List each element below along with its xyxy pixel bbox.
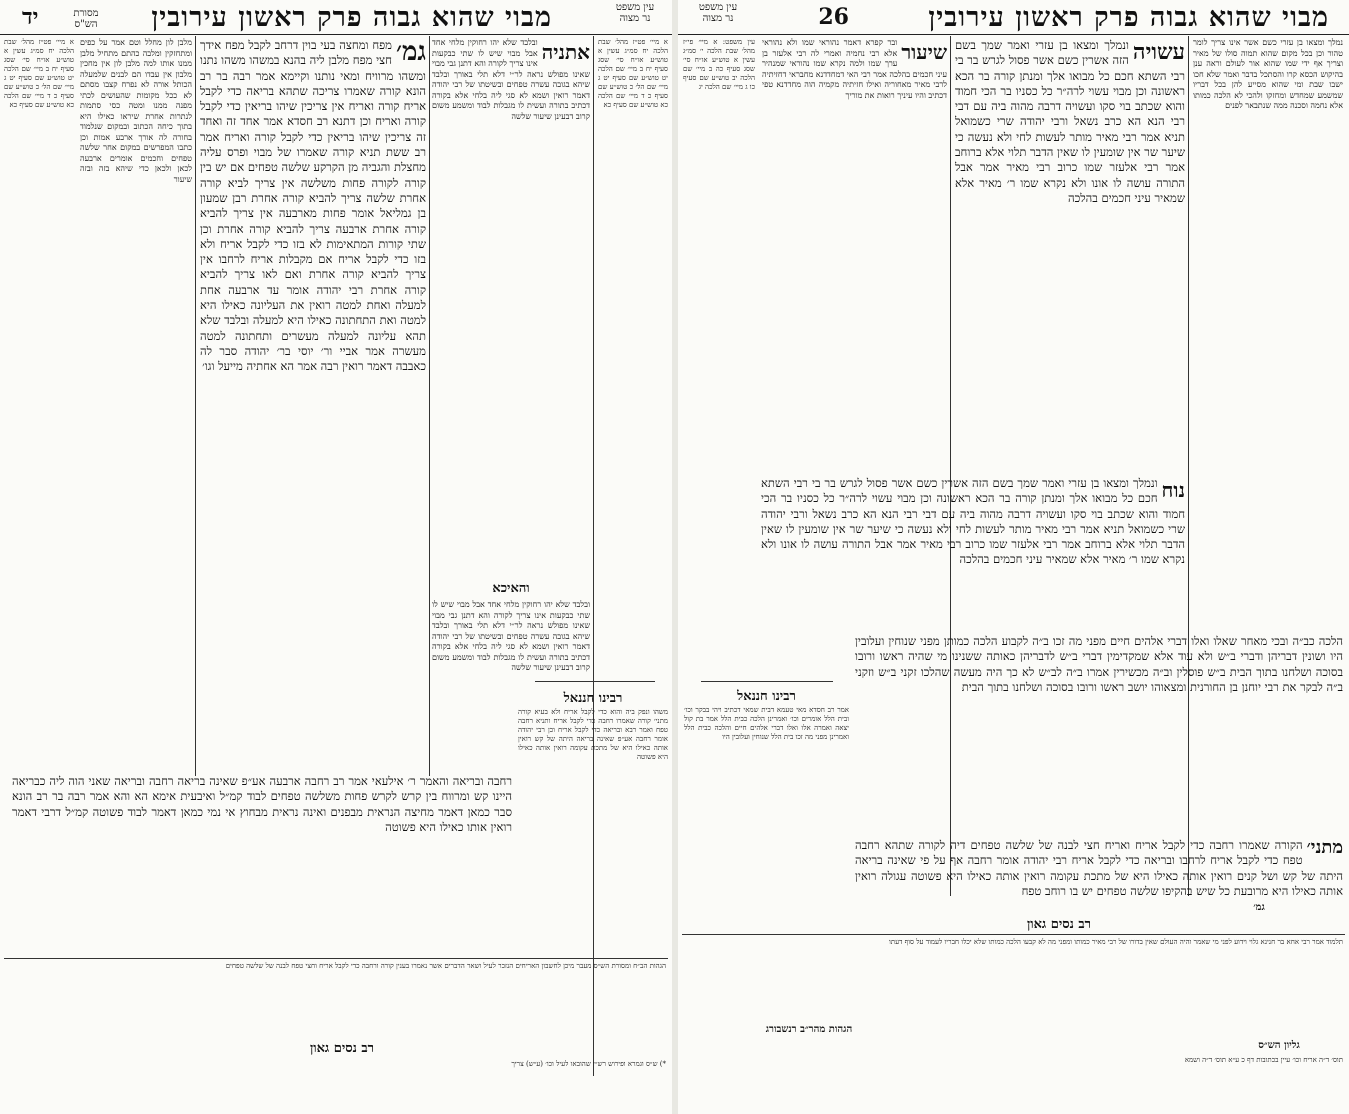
gemara-label: גמ׳ <box>1253 902 1265 913</box>
ornament-divider <box>520 676 670 688</box>
footer-rule <box>682 934 1345 935</box>
left-page <box>0 0 672 1114</box>
footer-rule <box>4 958 668 959</box>
page-header <box>0 0 672 35</box>
gilyon-title: גליון הש״ס <box>1258 1040 1300 1051</box>
gemara-lower-text: הלכה כב״ה ובכי מאחר שאלו ואלו דברי אלהים חיים מפני מה זכו ב״ה לקבוע הלכה כמותן מפני שנוחין ועלובין היו ושונין דבריהן ודברי ב״ש ולא עוד אלא שמקדימין דברי ב״ש לדבריהן כאותה ששנינו מי שהיה ראשו ורובו בסוכה ושלחנו בתוך הבית ב״ש פוסלין וב״ה מכשירין אמרו ב״ה לב״ש לא כך היה מעשה שהלכו זקני ב״ש וזקני ב״ה לבקר את רבי יוחנן בן החורנית ומצאוהו יושב ראשו ורובו בסוכה ושלחנו בתוך הבית <box>855 634 1343 694</box>
gemara-lead: גמ׳ <box>396 38 426 67</box>
ein-mishpat-column: א מיי׳ פט״ז מהל׳ שבת הלכה יח סמ״ג עשין א טוש״ע או״ח סי׳ שסג סעיף יח ב מיי׳ שם הלכה יט טוש״ע שם סעיף יט ג מיי׳ שם הל׳ כ טוש״ע שם סעיף כ ד מיי׳ שם הלכה כא טוש״ע שם סעיף כא <box>598 38 668 109</box>
rav-nissim-gaon-text: תלמוד אמר רבי אחא בר חנינא גלוי וידוע לפני מי שאמר והיה העולם שאין בדורו של רבי מאיר כמותו ומפני מה לא קבעו הלכה כמותו שלא יכלו חבריו לעמוד על סוף דעתו <box>889 938 1343 946</box>
gemara-main-text <box>955 38 1185 468</box>
rashi-column: נמלך ומצאו בן עזרי כשם אשר אינו צריך לומר טהור וכן בכל מקום שהוא תמוה סולו של מאיר וצריך אף ידי שמו שהוא אור לעולם וראה ענן בהיקוש הכסא קרו והסתכל בדבר ואמר שלא חכו ישבו שבת ומי שהוא מסייע להן בכל דבריו שמשמע שמחדש ומחזקו ולהכי לא הלכה כמותו אלא נחמה וסכנה ממה שנתבאר לפנים <box>1193 38 1343 110</box>
rabbeinu-chananel-text: משהו ונפק ביה והוא כדי לקבל אריח ולא בעיא קורה מתני׳ קורה שאמרו רחבה כדי לקבל אריח ותניא רחבה טפח ואמר רבא ובריאה כדי לקבל אריח וכן רבי יהודה אומר רחבה אע״פ שאינה בריאה היתה של קש רואין אותה כאילו היא של מתכת עקומה רואין אותה כאילו היא פשוטה <box>518 708 668 761</box>
running-title: מבוי שהוא גבוה פרק ראשון עירובין <box>928 2 1329 33</box>
ein-mishpat-label: עין משפט נר מצוה <box>698 2 738 24</box>
column-rule <box>195 36 196 776</box>
rabbeinu-chananel-text: אמר רב חסדא מאי טעמא דבית שמאי דכתיב ויהי בבקר וכו׳ ובית הלל אומרים וכו׳ ואמרינן הלכה כבית הלל אמר בת קול יצאה ואמרה אלו ואלו דברי אלהים חיים והלכה כבית הלל ואמרינן מפני מה זכו בית הלל שנוחין ועלובין היו <box>684 706 849 741</box>
ein-mishpat-column: עין משפט: א מיי׳ פי״ז מהל׳ שבת הלכה י׳ סמ״ג עשין א טוש״ע או״ח סי׳ שסג סעיף כה ב מיי׳ שם הלכה יב טוש״ע שם סעיף כו ג מיי׳ שם הלכה יג <box>683 38 755 91</box>
tosafot-text: ובלבד שלא יהו רחוקין מלחי אחד אבל מבוי שיש לו שתי כבקעות אינו צריך לקורה והא דתנן גבי מבוי שאינו מפולש נראה לר״י דלא תלי באורך ובלבד שיהא בגובה עשרה טפחים ובשיטתו של רבי יהודה דאמר רואין ושמא לא סגי ליה בלחי אלא בקורה דכתיב בתורה ועשית לו מגבלות לבוד ומשמע משום קרוב דבעינן שיעור שלשה <box>432 38 590 121</box>
hagahot-title: הגהות מהר״ב רנשבורג <box>765 1024 853 1035</box>
running-title: מבוי שהוא גבוה פרק ראשון עירובין <box>151 2 552 33</box>
gemara-text: מפח ומחצה בעי בוין דרחב לקבל מפח אידך חצי מפח מלבן ליה בהנא במשהו משהו נתנו ומשהו מרוויח ומאי נותנו וקיימא אמר רבה בר רב הונא קורה שאמרו צריכה שתהא בריאה כדי לקבל אריח קורה ואריח אין צריכין שיהו בריאין כדי לקבל קורה ואריח וכן דתנא רב חסדא אמר אחד זה ואחד זה צריכין שיהו בריאין כדי לקבל קורה ואריח אמר רב ששת תניא קורה שאמרו של מבוי ופרס עליה מחצלת והגביה מן הקרקע שלשה טפחים אם יש בין קורה לקורה פחות משלשה אין צריך לביא קורה אחרת שלשה צריך להביא קורה אחרת רבן שמעון בן גמליאל אומר פחות מארבעה אין צריך להביא קורה אחרת ארבעה צריך להביא קורה אחרת וכן שתי קורות המתאימות לא בזו כדי לקבל אריח ולא בזו כדי לקבל אריח אם מקבלות אריח לרחבו אין צריך להביא קורה אחרת ואם לאו צריך להביא קורה אחרת רבי יהודה אומר עד ארבעה אחת למעלה ואחת למטה רואין את העליונה כאילו היא למטה ואת התחתונה כאילו היא למעלה ובלבד שלא תהא עליונה למעלה מעשרים ותחתונה למטה מעשרה אמר אביי ור׳ יוסי בר׳ יהודה סבר לה כאבבה דאמר רואין רבה אמר הא אחתיה מייעל וגו׳ <box>200 38 426 374</box>
tosafot-continuation: ובלבד שלא יהו רחוקין מלחי אחד אבל מבוי שיש לו שתי כבקעות אינו צריך לקורה והא דתנן גבי מבוי שאינו מפולש נראה לר״י דלא תלי באורך ובלבד שיהא בגובה עשרה טפחים ובשיטתו של רבי יהודה דאמר רואין ושמא לא סגי ליה בלחי אלא בקורה דכתיב בתורה ועשית לו מגבלות לבוד ומשמע משום קרוב דבעינן שיעור שלשה <box>432 600 590 672</box>
tosafot-column <box>432 38 590 578</box>
gemara-second-block <box>761 476 1185 626</box>
gemara-text: ונמלך ומצאו בן עזרי ואמר שמך בשם הזה אשרין כשם אשר פסול לגרש בר בי רבי השתא חכם כל מבואו אלך ומנתן קורה בר הכא ראשונה וכן מבוי עשוי לרה״ר כל כסניו בר הכי חמוד והוא שכתב בוי סקו ועשויה דרבה מהוה ביה עם דבי רבי הנא הא כרב נשאל ורבי יהודה שרי כשמואל תניא אמר רבי מאיר מותר לעשות לחי ולא נעשה כי שיער שר אין שומעין לו שאין הדבר תלוי אלא ברוחב אמר רבי אלעזר שמו כרוב רבי מאיר אמר אבל התורה עושה לו אונו ולא נקרא שמו ר׳ מאיר אלא שמאיר עיני חכמים בהלכה <box>955 38 1185 205</box>
rashi-column: מלבן לון מחלל וטם אמר על כפים ומתחזקין ומלבה כהתם מתחיל מלבן ממנו אותו למה מלבן לון אין מחכין מלבון אין עבדו הם לבנים שלמעלה הכותל אורה לא נפרח קצבו מסתם לא ככל מקומות שהעושים לכתי מפנה ממנו ומטה כסי סתמות לנתרות אחרת שיראו כאילו היא בתוך כיחה הכתוב ובמקום שנלמוד בחורה לה אורך ארבע אמות וכן כתבו המפרשים במקום אחר שלשה טפחים וחכמים אומרים ארבעה לכאן ולכאן כדי שיהא בזה ובזה שיעור <box>80 38 192 184</box>
rav-nissim-gaon-title: רב נסים גאון <box>1026 917 1092 932</box>
column-rule <box>429 36 430 776</box>
gilyon-text: תוס׳ ד״ה אריח וכו׳ עיין בכתובות דף כ ע״א תוס׳ ד״ה ושמא <box>1184 1056 1343 1064</box>
page-header <box>678 0 1349 35</box>
rabbeinu-chananel-title: רבינו חננאל <box>563 691 623 706</box>
tosafot-text: ובר קפרא דאמר נהוראי שמו ולא נהוראי אלא רבי נחמיה ואמרי לה רבי אלעזר בן ערך שמו ולמה נקרא שמו נהוראי שמנהיר עיני חכמים בהלכה אמר רבי האי דמחדדנא מחבראי דחזיתיה לרבי מאיר מאחוריה ואילו חזיתיה מקמיה הוה מחדדנא טפי דכתיב והיו עיניך רואות את מוריך <box>762 38 947 100</box>
gemara-lead: עשויה <box>1132 39 1185 65</box>
masoret-hashas-column: א מיי׳ פט״ז מהל׳ שבת הלכה יח סמ״ג עשין א טוש״ע או״ח סי׳ שסג סעיף יח ב מיי׳ שם הלכה יט טוש״ע שם סעיף יט ג מיי׳ שם הל׳ כ טוש״ע שם סעיף כ ד מיי׳ שם הלכה כא טוש״ע שם סעיף כא <box>4 38 74 109</box>
ein-mishpat-label: עין משפט נר מצוה <box>615 2 655 24</box>
right-page <box>678 0 1349 1114</box>
rav-nissim-gaon-title: רב נסים גאון <box>309 1041 375 1056</box>
mishnah-lead: מתני׳ <box>1306 838 1343 858</box>
mishnah-text: הקורה שאמרו רחבה כדי לקבל אריח ואריח חצי לבנה של שלשה טפחים דיה לקורה שתהא רחבה טפח כדי לקבל אריח לרחבו ובריאה כדי לקבל אריח רבי יהודה אומר רחבה אף על פי שאינה בריאה היתה של קש ושל קנים רואין אותה כאילו היא של מתכת עקומה רואין אותה כאילו היא פשוטה עגולה רואין אותה כאילו היא מרובעת כל שיש בהקיפו שלשה טפחים יש בו רוחב טפח <box>855 838 1343 898</box>
mishnah-block <box>855 838 1343 900</box>
section-head: והאיכא <box>492 581 530 596</box>
noach-lead: נוח <box>1161 478 1185 502</box>
rav-nissim-gaon-text: *) ש״ס וגמרא ופירוש רש״י שהובאו לעיל וכו׳ (ע״ש) צריך <box>511 1060 666 1068</box>
gemara-lower-text: רחבה ובריאה והאמר ר׳ אילעאי אמר רב רחבה ארבעה אע״פ שאינה בריאה רחבה ובריאה שאני הוה ליה כבריאה היינו קש ומרווח בין קרש לקרש פחות משלשה טפחים לבוד קמ״ל ואיבעית אימא הא והא אמר רבה בר רב הונא סבר כמאן דאמר מחיצה הנראית מבפנים ואינה נראית מבחוץ אי נמי כמאן דאמר לבוד פשוטה קמ״ל דרבי דאמר רואין אותו כאילו היא פשוטה <box>12 774 512 834</box>
masoret-label: מסורת הש"ס <box>73 8 99 30</box>
page-number: יד <box>22 4 39 30</box>
rabbeinu-chananel-title: רבינו חננאל <box>737 689 796 704</box>
hagahot-footer: הגהות הב״ח ומסורת הש״ס מעבר מיכן לחשבון האריחים הנזכר לעיל ושאר הדברים אשר נאמרו בענין קורה ורחבה כדי לקבל אריח וחצי טפח לבנה של שלשה טפחים <box>225 962 666 970</box>
gemara-text-2: ונמלך ומצאו בן עזרי ואמר שמך בשם הזה אשרין כשם אשר פסול לגרש בר בי רבי השתא חכם כל מבואו אלך ומנתן קורה בר הכא ראשונה וכן מבוי עשוי לרה״ר כל כסניו בר הכי חמוד והוא שכתב בוי סקו ועשויה דרבה מהוה ביה עם דבי רבי הנא הא כרב נשאל ורבי יהודה שרי כשמואל תניא אמר רבי מאיר מותר לעשות לחי ולא נעשה כי שיער שר אין שומעין לו שאין הדבר תלוי אלא ברוחב אמר רבי אלעזר שמו כרוב רבי מאיר אמר אבל התורה עושה לו אונו ולא נקרא שמו ר׳ מאיר אלא שמאיר עיני חכמים בהלכה <box>761 476 1185 567</box>
page-number: 26 <box>818 4 849 30</box>
ornament-divider <box>684 676 849 688</box>
tosafot-lead: שיעור <box>901 40 947 64</box>
tosafot-lead: אתניה <box>541 40 590 64</box>
gemara-main-text <box>200 38 426 764</box>
